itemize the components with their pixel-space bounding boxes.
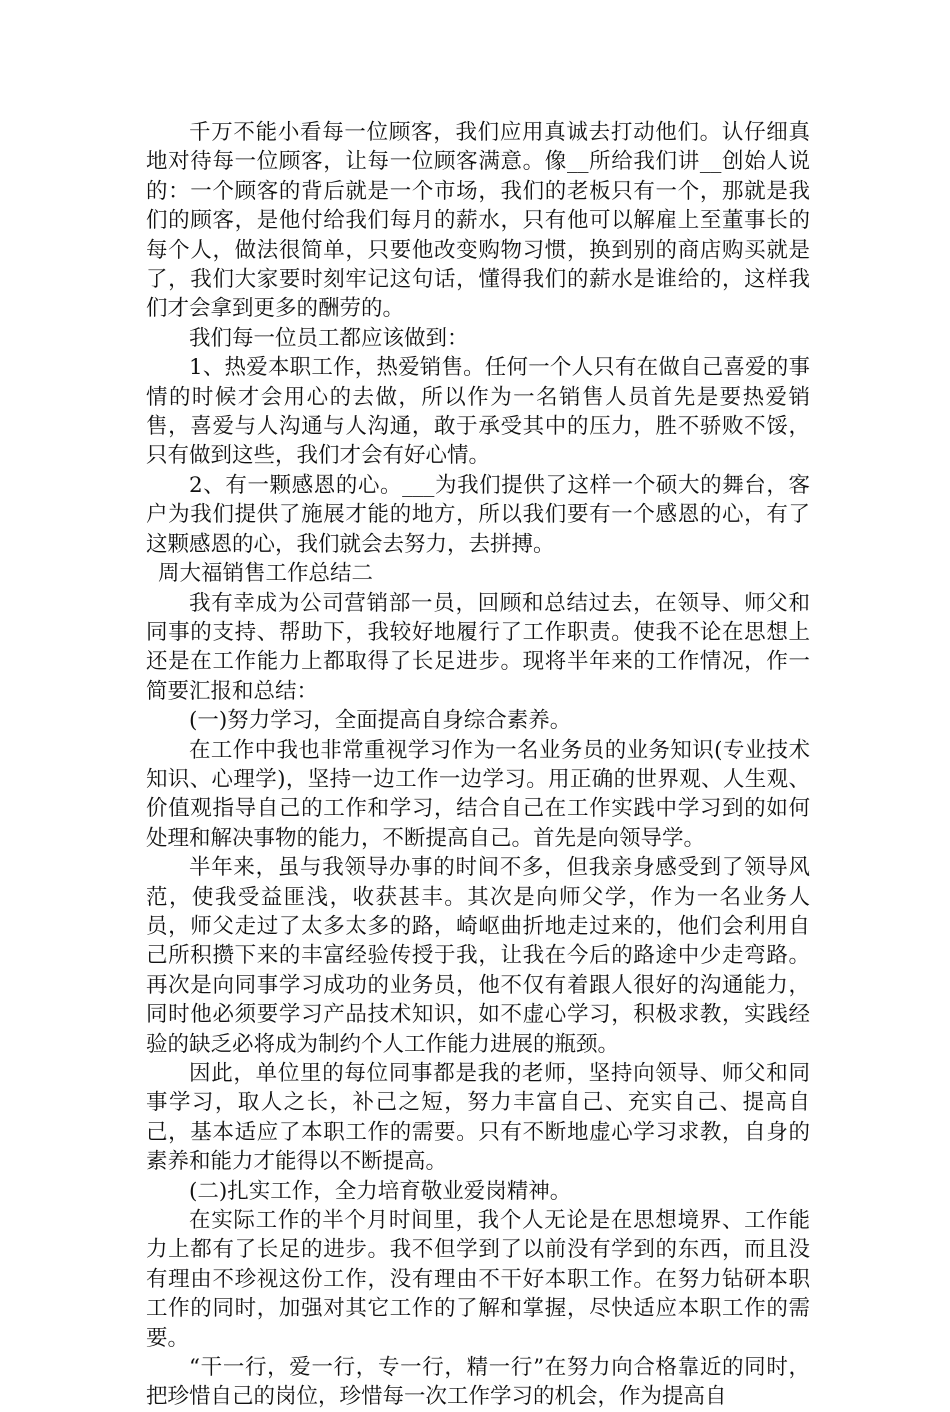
paragraph-half-year: 半年来，虽与我领导办事的时间不多，但我亲身感受到了领导风范，使我受益匪浅，收获甚丰。其次是向师父学，作为一名业务人员，师父走过了太多太多的路，崎岖曲折地走过来的，他们会利用自己所积攒下来的丰富经验传授于我，让我在今后的路途中少走弯路。再次是向同事学习成功的业务员，他不仅有着跟人很好的沟通能力，同时他必须要学习产品技术知识，如不虚心学习，积极求教，实践经验的缺乏必将成为制约个人工作能力进展的瓶颈。 <box>146 855 810 1057</box>
paragraph-love-job-motto: “干一行，爱一行，专一行，精一行”在努力向合格靠近的同时，把珍惜自己的岗位，珍惜每一次工作学习的机会，作为提高自 <box>146 1355 810 1410</box>
paragraph-learning-knowledge: 在工作中我也非常重视学习作为一名业务员的业务知识(专业技术知识、心理学)，坚持一边工作一边学习。用正确的世界观、人生观、价值观指导自己的工作和学习，结合自己在工作实践中学习到的如何处理和解决事物的能力，不断提高自己。首先是向领导学。 <box>146 737 810 851</box>
section-heading-summary-two: 周大福销售工作总结二 <box>158 561 374 587</box>
paragraph-gratitude: 2、有一颗感恩的心。___为我们提供了这样一个硕大的舞台，客户为我们提供了施展才能的地方，所以我们要有一个感恩的心，有了这颗感恩的心，我们就会去努力，去拼搏。 <box>146 472 810 557</box>
subheading-solid-work: (二)扎实工作，全力培育敬业爱岗精神。 <box>189 1178 572 1204</box>
paragraph-love-work: 1、热爱本职工作，热爱销售。任何一个人只有在做自己喜爱的事情的时候才会用心的去做，所以作为一名销售人员首先是要热爱销售，喜爱与人沟通与人沟通，敢于承受其中的压力，胜不骄败不馁，只有做到这些，我们才会有好心情。 <box>146 355 810 469</box>
paragraph-actual-work: 在实际工作的半个月时间里，我个人无论是在思想境界、工作能力上都有了长足的进步。我不但学到了以前没有学到的东西，而且没有理由不珍视这份工作，没有理由不干好本职工作。在努力钻研本职工作的同时，加强对其它工作的了解和掌握，尽快适应本职工作的需要。 <box>146 1208 810 1351</box>
subheading-study-hard: (一)努力学习，全面提高自身综合素养。 <box>189 708 572 734</box>
paragraph-colleagues-teachers: 因此，单位里的每位同事都是我的老师，坚持向领导、师父和同事学习，取人之长，补己之短，努力丰富自己、充实自己、提高自己，基本适应了本职工作的需要。只有不断地虚心学习求教，自身的素养和能力才能得以不断提高。 <box>146 1061 810 1175</box>
paragraph-staff-should-do: 我们每一位员工都应该做到： <box>189 325 469 351</box>
document-body <box>146 118 810 1412</box>
paragraph-customer-respect: 千万不能小看每一位顾客，我们应用真诚去打动他们。认仔细真地对待每一位顾客，让每一位顾客满意。像__所给我们讲__创始人说的：一个顾客的背后就是一个市场，我们的老板只有一个，那就是我们的顾客，是他付给我们每月的薪水，只有他可以解雇上至董事长的每个人，做法很简单，只要他改变购物习惯，换到别的商店购买就是了，我们大家要时刻牢记这句话，懂得我们的薪水是谁给的，这样我们才会拿到更多的酬劳的。 <box>146 120 810 322</box>
paragraph-intro-summary: 我有幸成为公司营销部一员，回顾和总结过去，在领导、师父和同事的支持、帮助下，我较好地履行了工作职责。使我不论在思想上还是在工作能力上都取得了长足进步。现将半年来的工作情况，作一简要汇报和总结： <box>146 590 810 704</box>
